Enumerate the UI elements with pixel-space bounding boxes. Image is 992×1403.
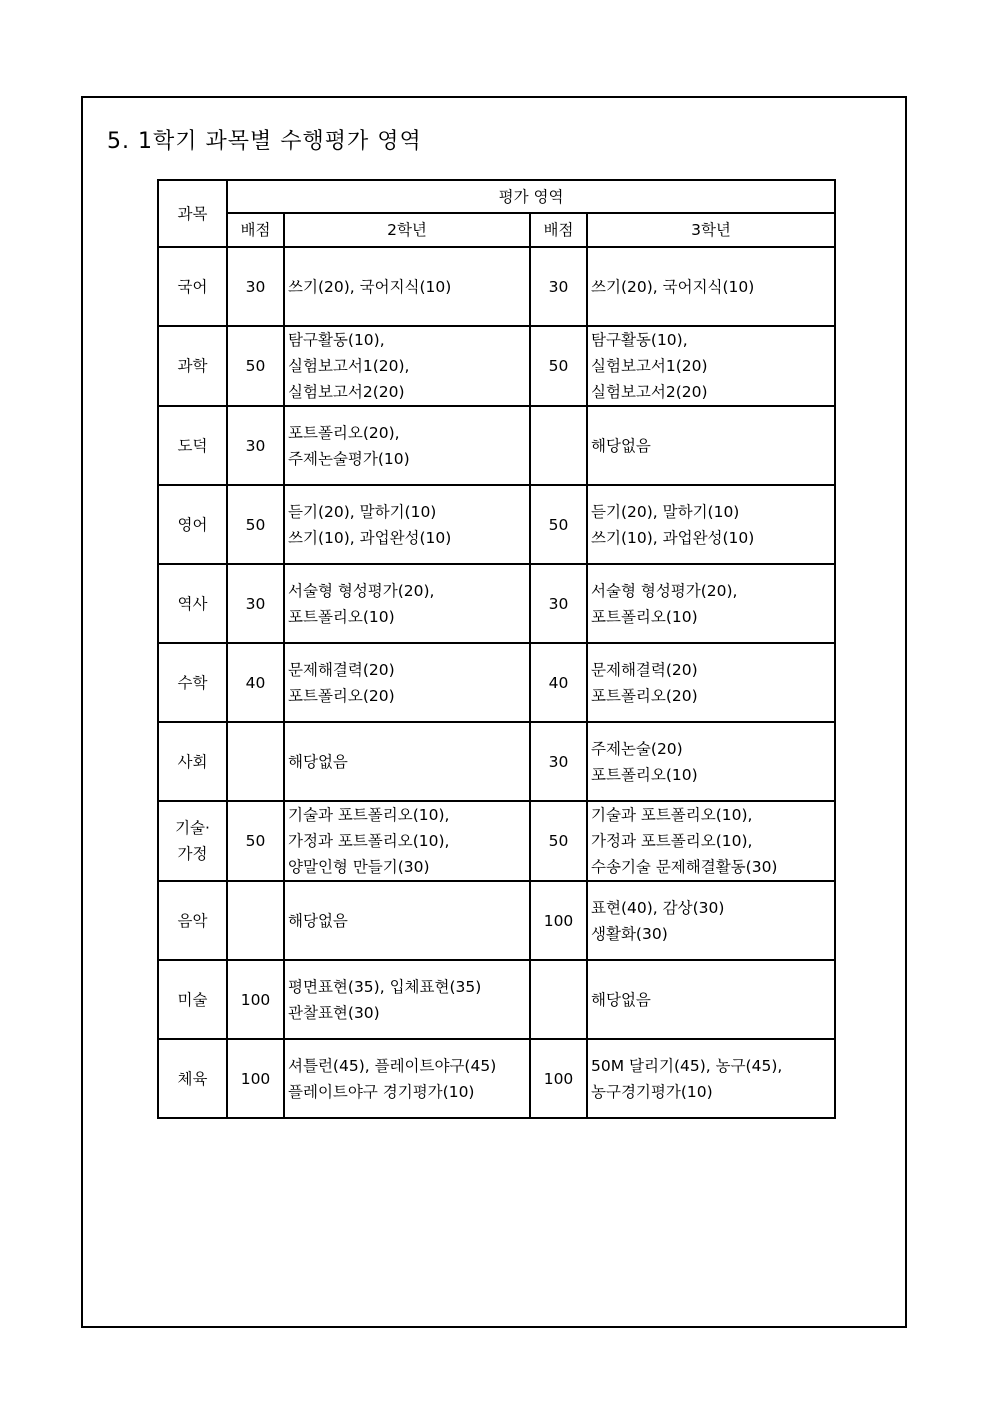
g2-items-cell — [284, 881, 530, 960]
g2-points-cell: 100 — [227, 960, 284, 1039]
g2-points-cell: 30 — [227, 247, 284, 326]
g2-items-cell-line: 양말인형 만들기(30) — [288, 858, 430, 876]
g2-items-cell-line: 문제해결력(20) — [288, 660, 395, 679]
g3-items-cell — [587, 326, 835, 406]
g3-items-cell-line: 포트폴리오(20) — [591, 686, 698, 705]
g2-items-cell — [284, 406, 530, 485]
subject-cell-line: 국어 — [177, 277, 208, 296]
g3-items-cell-line: 표현(40), 감상(30) — [591, 898, 725, 917]
g3-items-cell-line: 가정과 포트폴리오(10), — [591, 832, 753, 850]
evaluation-table-body — [158, 180, 835, 1118]
g3-items-cell-line: 포트폴리오(10) — [591, 765, 698, 784]
g3-points-cell: 100 — [530, 1039, 587, 1118]
g3-items-cell-line: 듣기(20), 말하기(10) — [591, 502, 740, 521]
g3-items-cell-line: 기술과 포트폴리오(10), — [591, 806, 753, 824]
table-row — [158, 326, 835, 406]
subject-cell-line: 미술 — [177, 990, 208, 1009]
subject-cell-line: 과학 — [177, 357, 208, 375]
table-row — [158, 801, 835, 881]
table-row — [158, 485, 835, 564]
subject-cell-line: 사회 — [177, 752, 208, 771]
g3-items-cell — [587, 247, 835, 326]
g3-items-cell — [587, 643, 835, 722]
subject-cell-line: 체육 — [177, 1069, 208, 1088]
g3-points-cell: 50 — [530, 801, 587, 881]
header-g2-points: 배점 — [227, 213, 284, 247]
g3-points-cell: 50 — [530, 326, 587, 406]
g2-points-cell: 50 — [227, 326, 284, 406]
g2-items-cell — [284, 564, 530, 643]
section-heading: 5. 1학기 과목별 수행평가 영역 — [107, 129, 422, 154]
g2-items-cell-line: 가정과 포트폴리오(10), — [288, 832, 450, 850]
g3-items-cell-line: 쓰기(10), 과업완성(10) — [591, 528, 755, 547]
subject-cell-line: 역사 — [177, 594, 208, 613]
subject-cell — [158, 960, 227, 1039]
subject-cell — [158, 564, 227, 643]
subject-cell — [158, 881, 227, 960]
table-row — [158, 722, 835, 801]
g3-items-cell — [587, 564, 835, 643]
g2-items-cell — [284, 643, 530, 722]
g3-items-cell — [587, 485, 835, 564]
g3-points-cell — [530, 406, 587, 485]
subject-cell — [158, 722, 227, 801]
g2-items-cell-line: 포트폴리오(20) — [288, 686, 395, 705]
g3-items-cell — [587, 960, 835, 1039]
g2-items-cell — [284, 485, 530, 564]
subject-cell — [158, 485, 227, 564]
subject-cell — [158, 643, 227, 722]
g3-points-cell: 50 — [530, 485, 587, 564]
g2-items-cell-line: 관찰표현(30) — [288, 1003, 380, 1022]
g3-items-cell — [587, 801, 835, 881]
g3-items-cell — [587, 881, 835, 960]
g2-points-cell: 30 — [227, 406, 284, 485]
table-row — [158, 406, 835, 485]
g3-points-cell: 30 — [530, 247, 587, 326]
g3-items-cell — [587, 722, 835, 801]
g2-items-cell-line: 셔틀런(45), 플레이트야구(45) — [288, 1056, 497, 1075]
g2-points-cell: 40 — [227, 643, 284, 722]
subject-cell-line: 음악 — [177, 911, 208, 930]
evaluation-table — [157, 179, 836, 1119]
g2-items-cell — [284, 722, 530, 801]
table-row — [158, 881, 835, 960]
table-row — [158, 960, 835, 1039]
subject-cell-line: 가정 — [177, 845, 208, 863]
table-row — [158, 1039, 835, 1118]
g3-points-cell: 30 — [530, 564, 587, 643]
g3-points-cell: 30 — [530, 722, 587, 801]
g3-points-cell: 40 — [530, 643, 587, 722]
g2-items-cell-line: 포트폴리오(10) — [288, 607, 395, 626]
header-grade2: 2학년 — [284, 213, 530, 247]
header-g3-points: 배점 — [530, 213, 587, 247]
g2-items-cell-line: 해당없음 — [288, 752, 348, 771]
g2-points-cell: 30 — [227, 564, 284, 643]
g2-items-cell-line: 듣기(20), 말하기(10) — [288, 502, 437, 521]
g3-items-cell-line: 주제논술(20) — [591, 739, 683, 758]
g2-items-cell-line: 쓰기(20), 국어지식(10) — [288, 277, 452, 296]
g3-items-cell — [587, 1039, 835, 1118]
g2-points-cell: 50 — [227, 485, 284, 564]
g3-points-cell: 100 — [530, 881, 587, 960]
subject-cell-line: 수학 — [177, 673, 208, 692]
g3-items-cell-line: 탐구활동(10), — [591, 331, 688, 349]
g3-items-cell-line: 해당없음 — [591, 436, 651, 455]
subject-cell — [158, 406, 227, 485]
g2-points-cell — [227, 722, 284, 801]
g3-items-cell-line: 서술형 형성평가(20), — [591, 581, 738, 600]
g2-points-cell — [227, 881, 284, 960]
g3-items-cell-line: 해당없음 — [591, 990, 651, 1009]
g2-items-cell-line: 기술과 포트폴리오(10), — [288, 806, 450, 824]
table-row — [158, 564, 835, 643]
subject-cell — [158, 1039, 227, 1118]
subject-cell-line: 영어 — [177, 515, 208, 534]
g2-items-cell — [284, 326, 530, 406]
header-evaluation-area: 평가 영역 — [227, 180, 835, 213]
subject-cell — [158, 326, 227, 406]
g3-items-cell-line: 실험보고서1(20) — [591, 357, 708, 375]
g2-items-cell-line: 해당없음 — [288, 911, 348, 930]
header-row-sub — [158, 213, 835, 247]
g2-items-cell — [284, 1039, 530, 1118]
g3-items-cell-line: 실험보고서2(20) — [591, 383, 708, 401]
g3-items-cell-line: 문제해결력(20) — [591, 660, 698, 679]
subject-cell — [158, 247, 227, 326]
table-row — [158, 247, 835, 326]
subject-cell-line: 도덕 — [177, 436, 208, 455]
g3-items-cell-line: 농구경기평가(10) — [591, 1082, 713, 1101]
g3-items-cell-line: 포트폴리오(10) — [591, 607, 698, 626]
header-grade3: 3학년 — [587, 213, 835, 247]
subject-cell — [158, 801, 227, 881]
g2-points-cell: 50 — [227, 801, 284, 881]
g2-items-cell-line: 평면표현(35), 입체표현(35) — [288, 977, 482, 996]
g2-items-cell-line: 탐구활동(10), — [288, 331, 385, 349]
g3-items-cell-line: 수송기술 문제해결활동(30) — [591, 858, 778, 876]
g2-items-cell-line: 실험보고서2(20) — [288, 383, 405, 401]
g3-items-cell-line: 생활화(30) — [591, 924, 668, 943]
g2-items-cell — [284, 960, 530, 1039]
g2-points-cell: 100 — [227, 1039, 284, 1118]
g3-points-cell — [530, 960, 587, 1039]
g2-items-cell-line: 서술형 형성평가(20), — [288, 581, 435, 600]
header-subject: 과목 — [158, 180, 227, 247]
g2-items-cell-line: 주제논술평가(10) — [288, 449, 410, 468]
g2-items-cell-line: 쓰기(10), 과업완성(10) — [288, 528, 452, 547]
g2-items-cell-line: 실험보고서1(20), — [288, 357, 410, 375]
g3-items-cell — [587, 406, 835, 485]
subject-cell-line: 기술· — [175, 819, 210, 837]
g2-items-cell-line: 플레이트야구 경기평가(10) — [288, 1082, 475, 1101]
g2-items-cell — [284, 801, 530, 881]
g2-items-cell — [284, 247, 530, 326]
table-row — [158, 643, 835, 722]
header-row-top — [158, 180, 835, 213]
g3-items-cell-line: 쓰기(20), 국어지식(10) — [591, 277, 755, 296]
g2-items-cell-line: 포트폴리오(20), — [288, 423, 400, 442]
g3-items-cell-line: 50M 달리기(45), 농구(45), — [591, 1056, 783, 1075]
